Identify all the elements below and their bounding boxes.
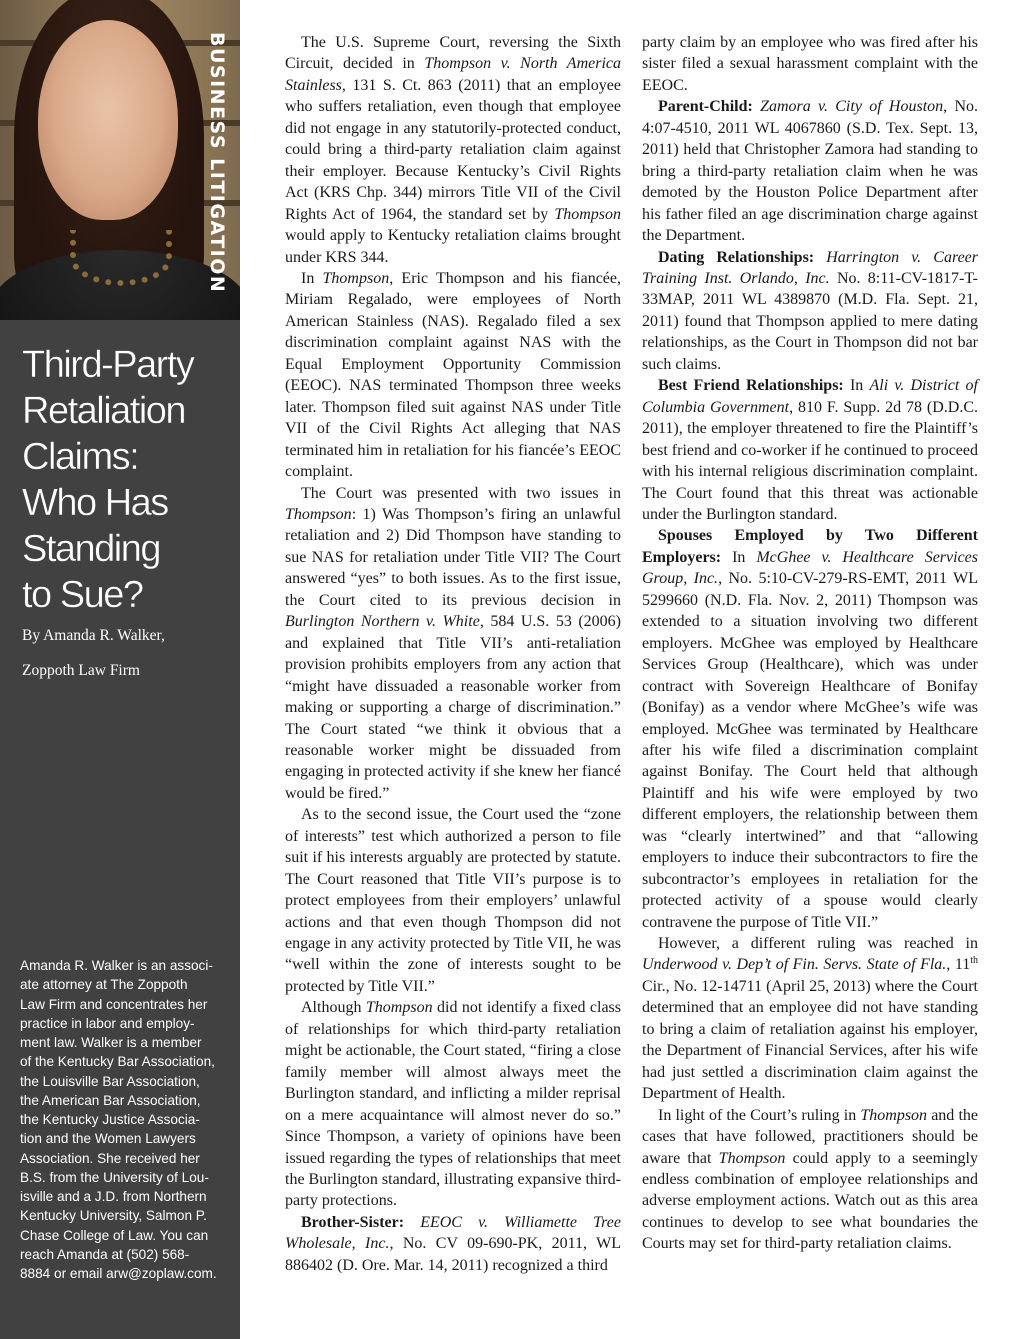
- author-bio: [20, 956, 226, 1283]
- title-line: Third-Party: [22, 344, 194, 386]
- bio-line: Amanda R. Walker is an associ-: [20, 958, 213, 973]
- bio-line: Law Firm and concentrates her: [20, 996, 208, 1012]
- bio-line: 8884 or email arw@zoplaw.com.: [20, 1266, 217, 1281]
- bio-line: the American Bar Association,: [20, 1092, 201, 1108]
- paragraph: [642, 32, 978, 96]
- bio-line: B.S. from the University of Lou-: [20, 1169, 209, 1185]
- paragraph: [642, 247, 978, 376]
- text-run: Although: [301, 999, 366, 1017]
- text-run: , No. 5:10-CV-279-RS-EMT, 2011 WL 5299660 (N.D. Fla. Nov. 2, 2011) Thompson was extended to a situation involving two different employers. McGhee was employed by Healthcare Services Group (Healthcare), which was under contract with Sovereign Healthcare of Bonifay (Bonifay) as a vendor where McGhee’s wife was employed. McGhee was terminated by Healthcare after his wife filed a discrimination complaint against Bonifay. The Court held that although Plaintiff and his wife were employed by two different employers, the relationship between them was “clearly intertwined” and that “allowing employers to induce their subcontractors to fire the subcontractor’s employees in retaliation for the protected activity of a spouse would clearly contravene the purpose of Title VII.”: [642, 570, 979, 931]
- text-run: As to the second issue, the Court used the “zone of interests” test which authorized a person to file suit if his interests arguably are protected by statute. The Court reasoned that Title VII’s purpose is to protect employees from their employers’ unlawful actions and that even though Thompson did not engage in any activity protected by Title VII, he was “well within the zone of interests sought to be protected by Title VII.”: [285, 806, 621, 995]
- case-heading: Parent-Child:: [658, 98, 753, 116]
- text-run: In: [843, 377, 870, 395]
- paragraph: [285, 1212, 621, 1276]
- text-run: th: [970, 955, 979, 967]
- case-citation: Harrington v. Career Training Inst. Orlando, Inc.: [642, 248, 979, 287]
- byline: By Amanda R. Walker,: [22, 627, 165, 644]
- text-run: In: [721, 548, 757, 566]
- text-run: and the cases that have followed, practitioners should be aware that: [642, 1106, 978, 1167]
- text-run: In: [301, 269, 323, 287]
- paragraph: [285, 804, 621, 997]
- case-citation: Ali v. District of Columbia Government: [642, 377, 979, 416]
- text-run: did not identify a fixed class of relationships for which third-party retaliation might be actionable, the Court stated, “firing a close family member will almost always meet the Burlington standard, and inflicting a milder reprisal on a mere acquaintance will almost never do so.” Since Thompson, a variety of opinions have been issued regarding the types of relationships that meet the Burlington standard, illustrating expansive third-party protections.: [285, 999, 622, 1210]
- bio-line: practice in labor and employ-: [20, 1015, 195, 1031]
- title-line: Claims:: [22, 436, 139, 478]
- bio-line: Chase College of Law. You can: [20, 1227, 209, 1243]
- case-citation: Zamora v. City of Houston: [760, 98, 944, 116]
- case-citation: Burlington Northern v. White: [285, 613, 480, 631]
- text-run: party claim by an employee who was fired after his sister filed a sexual harassment complaint with the EEOC.: [642, 34, 978, 94]
- text-run: [753, 98, 760, 115]
- case-heading: Dating Relationships:: [658, 248, 815, 266]
- case-heading: Spouses Employed by Two Different Employers:: [642, 527, 978, 566]
- text-run: In light of the Court’s ruling in: [658, 1106, 861, 1124]
- text-run: [404, 1214, 420, 1231]
- author-photo: [0, 0, 240, 320]
- text-run: would apply to Kentucky retaliation claims brought under KRS 344.: [285, 227, 621, 266]
- sidebar: [0, 0, 240, 1339]
- text-run: The Court was presented with two issues in: [301, 484, 621, 502]
- body-column-right: [642, 32, 978, 1255]
- case-heading: Best Friend Relationships:: [658, 377, 844, 395]
- paragraph: [642, 525, 978, 933]
- title-line: to Sue?: [22, 574, 143, 616]
- case-citation: Thompson: [365, 999, 433, 1017]
- text-run: , 11: [946, 956, 971, 974]
- bio-line: Kentucky University, Salmon P.: [20, 1208, 207, 1224]
- bio-line: ment law. Walker is a member: [20, 1035, 202, 1050]
- text-run: [814, 249, 826, 266]
- text-run: , No. 4:07-4510, 2011 WL 4067860 (S.D. Tex. Sept. 13, 2011) held that Christopher Zamora had standing to bring a third-party retaliation claim when he was demoted by the Houston Police Department after his father filed an age discrimination charge against the Department.: [642, 98, 978, 245]
- paragraph: [642, 933, 978, 1105]
- case-citation: Thompson: [718, 1149, 786, 1167]
- paragraph: [642, 375, 978, 525]
- text-run: , No. CV 09-690-PK, 2011, WL 886402 (D. Ore. Mar. 14, 2011) recognized a third: [285, 1235, 622, 1274]
- bio-line: of the Kentucky Bar Association,: [20, 1054, 215, 1070]
- title-line: Retaliation: [22, 390, 186, 432]
- bio-line: the Louisville Bar Association,: [20, 1073, 200, 1089]
- case-citation: Underwood v. Dep’t of Fin. Servs. State of Fla.: [642, 956, 947, 974]
- bio-line: isville and a J.D. from Northern: [20, 1189, 207, 1204]
- paragraph: [642, 1105, 978, 1255]
- text-run: could apply to a seemingly endless combination of employee relationships and adverse employment actions. Watch out as this area continues to develop to see what boundaries the Courts may set for third-party retaliation claims.: [642, 1149, 978, 1253]
- paragraph: [285, 997, 621, 1212]
- case-heading: Brother-Sister:: [301, 1213, 405, 1231]
- paragraph: [285, 483, 621, 805]
- article-title: [22, 342, 232, 618]
- author-firm: Zoppoth Law Firm: [22, 662, 140, 679]
- case-citation: Thompson: [322, 269, 390, 287]
- section-tag: BUSINESS LITIGATION: [206, 32, 228, 294]
- text-run: However, a different ruling was reached in: [658, 935, 978, 953]
- case-citation: EEOC v. Williamette Tree Wholesale, Inc.: [285, 1213, 621, 1253]
- case-citation: McGhee v. Healthcare Services Group, Inc.: [642, 548, 978, 588]
- text-run: , 810 F. Supp. 2d 78 (D.D.C. 2011), the employer threatened to fire the Plaintiff’s best friend and co-worker if he continued to proceed with his internal religious discrimination complaint. The Court found that this threat was actionable under the Burlington standard.: [642, 398, 979, 523]
- bio-line: Association. She received her: [20, 1150, 200, 1166]
- case-citation: Thompson: [285, 505, 352, 523]
- paragraph: [285, 32, 621, 268]
- bio-line: tion and the Women Lawyers: [20, 1131, 196, 1147]
- bio-line: reach Amanda at (502) 568-: [20, 1246, 190, 1262]
- text-run: , 131 S. Ct. 863 (2011) that an employee who suffers retaliation, even though that employee did not engage in any statutorily-protected conduct, could bring a third-party retaliation claim against their employer. Because Kentucky’s Civil Rights Act (KRS Chp. 344) mirrors Title VII of the Civil Rights Act of 1964, the standard set by: [285, 76, 621, 223]
- bio-line: ate attorney at The Zoppoth: [20, 977, 188, 993]
- text-run: The U.S. Supreme Court, reversing the Sixth Circuit, decided in: [285, 34, 621, 73]
- text-run: , Eric Thompson and his fiancée, Miriam Regalado, were employees of North American Stainless (NAS). Regalado filed a sex discrimination complaint against NAS with the Equal Employment Opportunity Commission (EEOC). NAS terminated Thompson three weeks later. Thompson filed suit against NAS under Title VII of the Civil Rights Act alleging that NAS terminated him in retaliation for his fiancée’s EEOC complaint.: [285, 269, 621, 481]
- case-citation: Thompson v. North America Stainless: [285, 55, 621, 94]
- text-run: : 1) Was Thompson’s firing an unlawful retaliation and 2) Did Thompson have standing to sue NAS for retaliation under Title VII? The Court answered “yes” to both issues. As to the first issue, the Court cited to its previous decision in: [285, 505, 621, 609]
- text-run: No. 8:11-CV-1817-T-33MAP, 2011 WL 4389870 (M.D. Fla. Sept. 21, 2011) found that Thompson applied to mere dating relationships, as the Court in Thompson did not bar such claims.: [642, 269, 979, 373]
- case-citation: Thompson: [860, 1106, 928, 1124]
- paragraph: [285, 268, 621, 483]
- text-run: , 584 U.S. 53 (2006) and explained that Title VII’s anti-retaliation provision prohibits employers from any action that “might have dissuaded a reasonable worker from making or supporting a charge of discrimination.” The Court stated “we think it obvious that a reasonable worker might be dissuaded from engaging in protected activity if she knew her fiancé would be fired.”: [285, 613, 622, 802]
- bio-line: the Kentucky Justice Associa-: [20, 1112, 200, 1127]
- body-column-left: [285, 32, 621, 1276]
- paragraph: [642, 96, 978, 246]
- title-line: Standing: [22, 528, 161, 570]
- text-run: Cir., No. 12-14711 (April 25, 2013) where the Court determined that an employee did not have standing to bring a claim of retaliation against his employer, the Department of Financial Services, after his wife had just settled a discrimination claim against the Department of Health.: [642, 977, 978, 1103]
- case-citation: Thompson: [554, 205, 621, 223]
- title-line: Who Has: [22, 482, 168, 524]
